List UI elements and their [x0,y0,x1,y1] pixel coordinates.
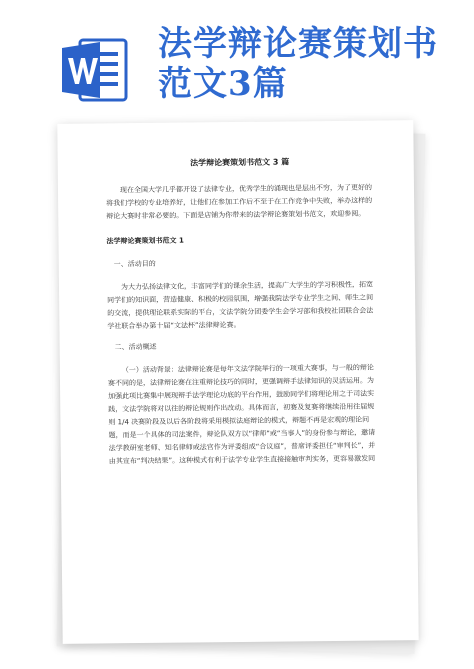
section-2-paragraph: （一）活动背景：法律辩论赛是每年文法学院举行的一项重大赛事，与一般的辩论赛不同的是，法律辩论赛在注重辩论技巧的同时，更强调辩手法律知识的灵活运用。为加强此项比赛集中展现辩手法学理论功底的平台作用，鼓励同学们将理论用之于司法实践，文法学院将对以往的辩论规则作出改动。具体而言，初赛及复赛将继续沿用往届规则 1/4 决赛阶段及以后各阶段将采用模拟法庭辩论的模式，辩题不再是宏观的理论问题，而是一个具体的司法案件，辩论队双方以“律师”或“当事人”的身份参与辩论，邀请法学教研室老师、知名律师或法官作为评委组成“合议庭”，普席评委担任“审判长”，并由其宣布“判决结果”。这种模式有利于法学专业学生直接接触审判实务，更容易激发同 [107,363,376,466]
document-preview [56,122,420,652]
word-doc-icon [58,34,130,106]
subheading: 法学辩论赛策划书范文 1 [106,236,184,246]
document-page [57,120,418,644]
intro-paragraph: 现在全国大学几乎都开设了法律专业，优秀学生的涌现也是层出不穷，为了更好的将我们学校的专业培养好，让他们在参加工作后不至于在工作竞争中失败，举办这样的辩论大赛时非常必要的。下面是店铺为你带来的法学辩论赛策划书范文，欢迎参阅。 [106,183,373,221]
document-title: 法学辩论赛策划书范文 3 篇 [190,157,290,168]
document-body [106,155,377,477]
page-title-line-1: 法学辩论赛策划书 [158,24,438,64]
section-1-paragraph: 为大力弘扬法律文化，丰富同学们的课余生活，提高广大学生的学习积极性，拓宽同学们的知识面，营造健康、积极的校园氛围，增强我院法学专业学生之间、师生之间的交流，提供理论联系实际的平台，文法学院分团委学生会学习部和我校社团联合会法学社联合举办第十届“文法杯”法律辩论赛。 [107,280,374,331]
page-title-line-2: 范文3篇 [158,64,288,104]
header [0,0,474,120]
section-heading-2: 二、活动概述 [114,342,157,352]
section-heading-1: 一、活动目的 [113,259,156,269]
